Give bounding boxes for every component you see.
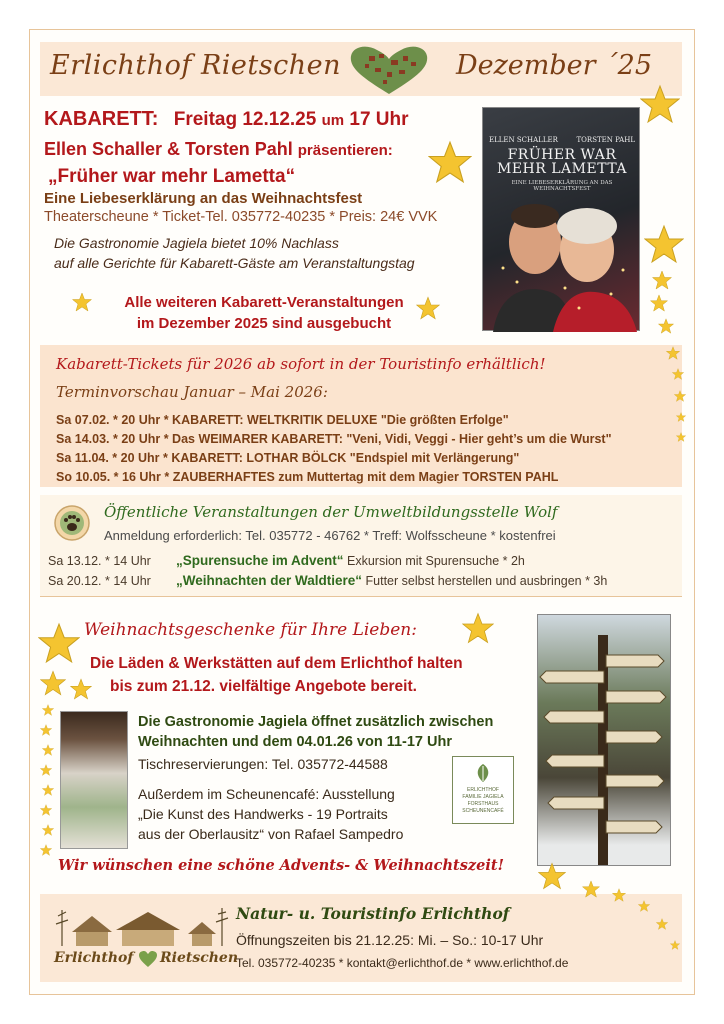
star-icon [42,784,54,796]
jagiela-logo-line: FORSTHAUS [467,801,499,807]
presenter-names: Ellen Schaller & Torsten Pahl [44,139,293,159]
gastro-open-line2: Weihnachten und dem 04.01.26 von 11-17 Uhr [138,734,453,750]
star-icon [676,412,686,422]
star-icon [670,940,680,950]
star-icon [612,888,626,902]
event-title: „Spurensuche im Advent“ [176,553,344,568]
star-icon [652,270,672,290]
poster-title [483,148,641,176]
star-icon [644,224,684,264]
kabarett-presenters [44,139,484,160]
star-icon [42,704,54,716]
umwelt-heading: Öffentliche Veranstaltungen der Umweltbildungsstelle Wolf [104,503,558,521]
kabarett-time: 17 Uhr [349,109,409,130]
event-title: „Weihnachten der Waldtiere“ [176,573,363,588]
exhibit-line1: Außerdem im Scheunencafé: Ausstellung [138,786,395,802]
gastro-open-line1: Die Gastronomie Jagiela öffnet zusätzlich zwischen [138,714,494,730]
gastro-discount [44,233,484,273]
jagiela-logo-line: ERLICHTHOF [467,787,499,793]
preview-item: Sa 07.02. * 20 Uhr * KABARETT: WELTKRITIK DELUXE "Die größten Erfolge" [56,413,509,427]
star-icon [72,292,92,312]
gifts-shops [90,652,520,698]
soldout-line2: im Dezember 2025 sind ausgebucht [136,315,392,332]
jagiela-logo-line: FAMILIE JAGIELA [462,794,504,800]
show-subtitle: Eine Liebeserklärung an das Weihnachtsfest [44,190,363,207]
event-desc: Exkursion mit Spurensuche * 2h [343,554,525,568]
star-icon [650,294,668,312]
star-icon [40,844,52,856]
gifts-shops-line1: Die Läden & Werkstätten auf dem Erlichthof halten [90,655,463,672]
star-icon [42,744,54,756]
exhibit-line3: aus der Oberlausitz“ von Rafael Sampedro [138,826,404,842]
poster-names [489,136,635,144]
jagiela-logo [452,756,514,824]
star-icon [70,678,92,700]
jagiela-logo-line: SCHEUNENCAFÉ [462,808,504,814]
logo-text-left: Erlichthof [54,950,134,966]
kabarett-section [44,108,484,273]
star-icon [40,764,52,776]
star-icon [416,296,440,320]
jagiela-logo-text [453,787,513,815]
umwelt-section [40,495,682,597]
poster-name-right: TORSTEN PAHL [576,136,635,144]
star-icon [428,140,472,184]
star-icon [638,900,650,912]
exhibit-line2: „Die Kunst des Handwerks - 19 Portraits [138,806,388,822]
preview-list [56,411,612,487]
erlichthof-logo [52,902,238,974]
umwelt-event [48,571,607,591]
star-icon [640,84,680,124]
leaf-icon [473,763,493,783]
gifts-heading: Weihnachtsgeschenke für Ihre Lieben: [84,620,417,640]
kabarett-headline [44,108,484,131]
event-desc: Futter selbst herstellen und ausbringen * 3h [362,574,608,588]
star-icon [40,724,52,736]
kabarett-label: KABARETT: [44,108,159,130]
show-title: „Früher war mehr Lametta“ [48,166,296,187]
gastro-discount-line1: Die Gastronomie Jagiela bietet 10% Nachlass [54,235,339,251]
star-icon [38,622,80,664]
poster-subtitle: EINE LIEBESERKLÄRUNG AN DAS WEIHNACHTSFEST [511,180,613,192]
preview-item: So 10.05. * 16 Uhr * ZAUBERHAFTES zum Muttertag mit dem Magier TORSTEN PAHL [56,470,559,484]
gifts-shops-line2: bis zum 21.12. vielfältige Angebote bereit. [110,678,417,695]
preview-item: Sa 14.03. * 20 Uhr * Das WEIMARER KABARETT: "Veni, Vidi, Veggi - Hier geht’s um die Wurst" [56,432,612,446]
preview-item: Sa 11.04. * 20 Uhr * KABARETT: LOTHAR BÖLCK "Endspiel mit Verlängerung" [56,451,520,465]
wolf-paw-icon [54,505,90,541]
kabarett-um: um [321,112,345,129]
performers-photo-icon [483,198,641,332]
farmhouse-icon [52,902,232,948]
footer-heading: Natur- u. Touristinfo Erlichthof [236,904,510,923]
footer [40,894,682,982]
event-date: Sa 20.12. * 14 Uhr [48,574,151,588]
event-date: Sa 13.12. * 14 Uhr [48,554,151,568]
logo-text-right: Rietschen [160,950,238,966]
umwelt-info: Anmeldung erforderlich: Tel. 035772 - 46762 * Treff: Wolfsscheune * kostenfrei [104,528,556,543]
star-icon [538,862,566,890]
kabarett-date: Freitag 12.12.25 [173,109,317,130]
umwelt-event [48,551,607,571]
soldout-notice [104,292,424,334]
season-greeting: Wir wünschen eine schöne Advents- & Weihnachtszeit! [58,857,504,874]
heart-icon [138,950,158,968]
star-icon [658,318,674,334]
heart-map-icon [345,42,433,96]
header-banner [40,42,682,96]
preview-subheading: Terminvorschau Januar – Mai 2026: [56,383,328,401]
poster-title-line1: FRÜHER WAR [507,147,617,163]
signpost-icon [538,615,671,866]
soldout-line1: Alle weiteren Kabarett-Veranstaltungen [124,294,404,311]
umwelt-events [48,551,607,591]
ticket-info: Theaterscheune * Ticket-Tel. 035772-40235 * Preis: 24€ VVK [44,209,438,225]
opening-hours: Öffnungszeiten bis 21.12.25: Mi. – So.: 10-17 Uhr [236,932,544,948]
star-icon [656,918,668,930]
presenting-label: präsentieren: [297,142,393,159]
star-icon [582,880,600,898]
poster-title-line2: MEHR LAMETTA [497,161,627,177]
poster-name-left: ELLEN SCHALLER [489,136,558,144]
star-icon [666,346,680,360]
preview-heading: Kabarett-Tickets für 2026 ab sofort in der Touristinfo erhältlich! [56,355,546,373]
gastro-discount-line2: auf alle Gerichte für Kabarett-Gäste am Veranstaltungstag [54,255,415,271]
star-icon [676,432,686,442]
signpost-photo [537,614,671,866]
star-icon [672,368,684,380]
month-title: Dezember ´25 [455,50,652,81]
gastro-reservation: Tischreservierungen: Tel. 035772-44588 [138,756,388,772]
star-icon [42,824,54,836]
star-icon [462,612,494,644]
contact-info: Tel. 035772-40235 * kontakt@erlichthof.de * www.erlichthof.de [236,956,569,970]
star-icon [674,390,686,402]
venue-title: Erlichthof Rietschen [50,50,341,81]
preview-box [40,345,682,487]
kabarett-poster [482,107,640,331]
restaurant-photo [60,711,128,849]
star-icon [40,804,52,816]
star-icon [40,670,66,696]
